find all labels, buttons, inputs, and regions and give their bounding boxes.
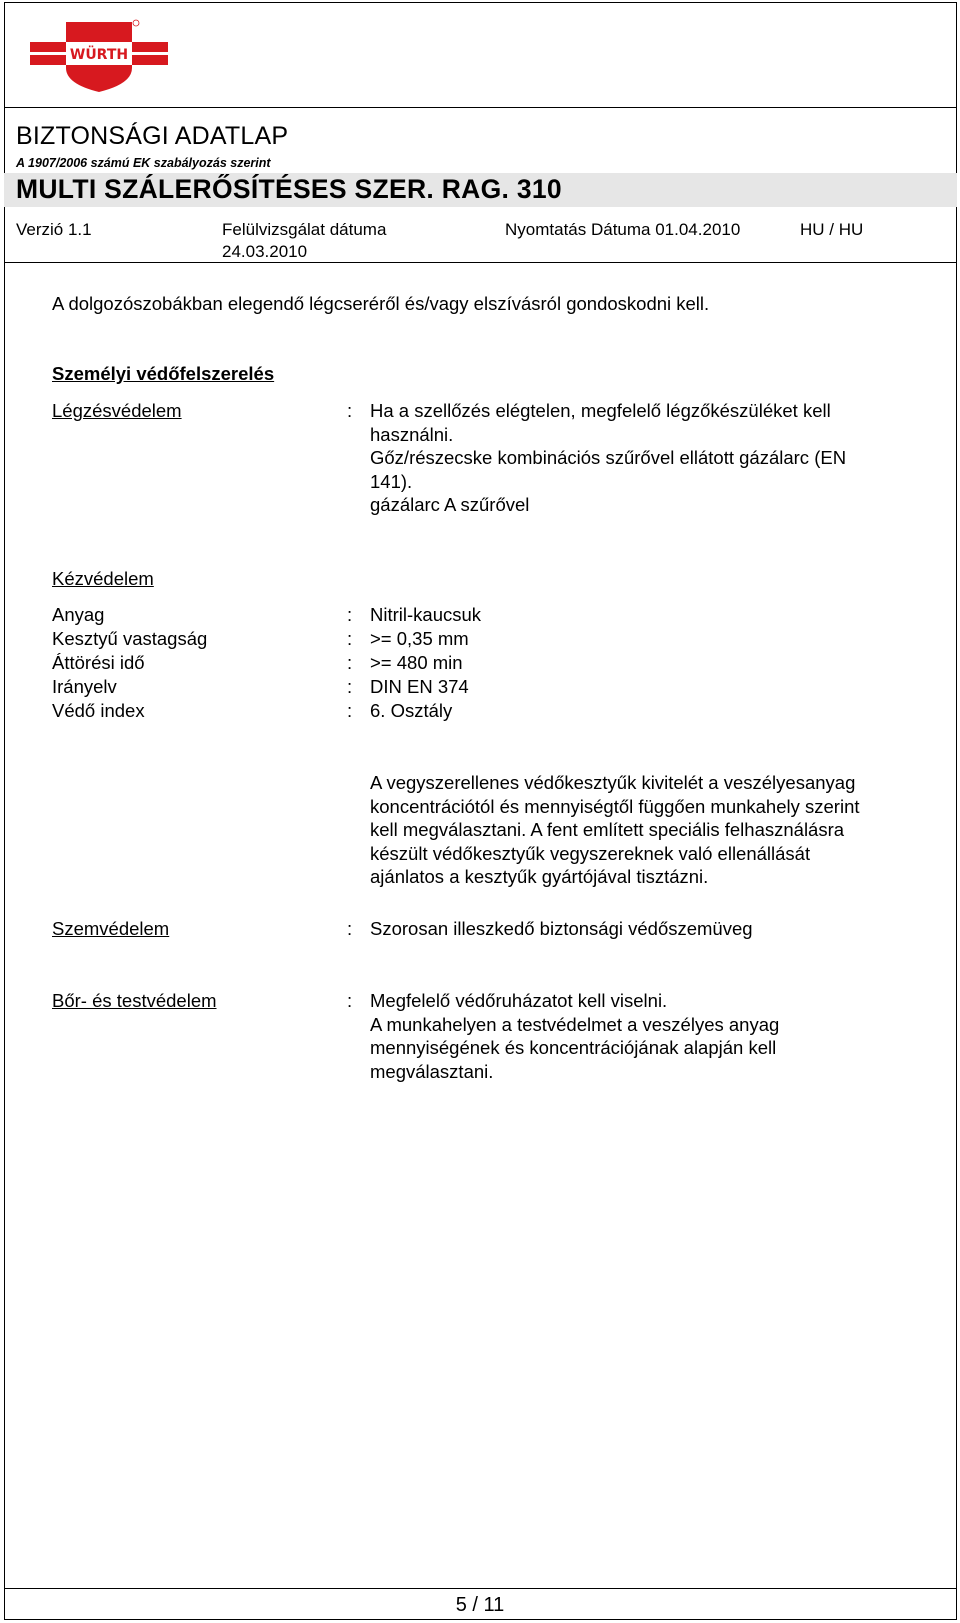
locale: HU / HU (800, 220, 864, 239)
hand-row-value: >= 480 min (370, 652, 463, 673)
hand-row-label: Anyag (52, 604, 105, 625)
revision-date: 24.03.2010 (222, 242, 308, 261)
version: Verzió 1.1 (16, 220, 92, 239)
colon: : (347, 652, 353, 673)
hand-row-value: >= 0,35 mm (370, 628, 469, 649)
glove-note: A vegyszerellenes védőkesztyűk kivitelét a veszélyesanyag koncentrációtól és mennyiségtől függően munkahely szerint kell megválasztani. A fent említett speciális felhasználásra készült védőkesztyűk vegyszereknek való ellenállását ajánlatos a kesztyűk gyártójával tisztázni. (370, 772, 860, 887)
wurth-logo (30, 18, 180, 94)
eye-value: Szorosan illeszkedő biztonsági védőszemüveg (370, 918, 753, 939)
hand-row-value: DIN EN 374 (370, 676, 469, 697)
page-number: 5 / 11 (455, 1594, 505, 1616)
eye-label: Szemvédelem (52, 918, 170, 939)
colon: : (347, 628, 353, 649)
hand-row-label: Védő index (52, 700, 145, 721)
hand-row-label: Áttörési idő (52, 652, 145, 673)
document-title: BIZTONSÁGI ADATLAP (16, 122, 289, 150)
colon: : (347, 918, 353, 939)
ppe-heading: Személyi védőfelszerelés (52, 363, 275, 384)
colon: : (347, 700, 353, 721)
header-divider (4, 107, 957, 108)
colon: : (347, 990, 353, 1011)
colon: : (347, 604, 353, 625)
hand-row-label: Kesztyű vastagság (52, 628, 208, 649)
revision-label: Felülvizsgálat dátuma (222, 220, 387, 239)
footer-divider (4, 1588, 957, 1589)
ventilation-note: A dolgozószobákban elegendő légcseréről és/vagy elszívásról gondoskodni kell. (52, 293, 710, 314)
skin-value: Megfelelő védőruházatot kell viselni. A munkahelyen a testvédelmet a veszélyes anyag mennyiségének és koncentrációjának alapján kell megválasztani. (370, 990, 780, 1082)
colon: : (347, 400, 353, 421)
meta-divider (4, 262, 957, 263)
hand-row-value: 6. Osztály (370, 700, 453, 721)
product-name: MULTI SZÁLERŐSÍTÉSES SZER. RAG. 310 (16, 174, 562, 204)
svg-text:WÜRTH: WÜRTH (69, 47, 129, 63)
hand-label: Kézvédelem (52, 568, 154, 589)
print-date: Nyomtatás Dátuma 01.04.2010 (505, 220, 741, 239)
skin-label: Bőr- és testvédelem (52, 990, 217, 1011)
respiratory-label: Légzésvédelem (52, 400, 182, 421)
respiratory-value: Ha a szellőzés elégtelen, megfelelő légzőkészüléket kell használni. Gőz/részecske kombinációs szűrővel ellátott gázálarc (EN 141). gázálarc A szűrővel (370, 400, 847, 515)
colon: : (347, 676, 353, 697)
regulation-line: A 1907/2006 számú EK szabályozás szerint (16, 156, 271, 170)
hand-row-label: Irányelv (52, 676, 117, 697)
hand-row-value: Nitril-kaucsuk (370, 604, 482, 625)
